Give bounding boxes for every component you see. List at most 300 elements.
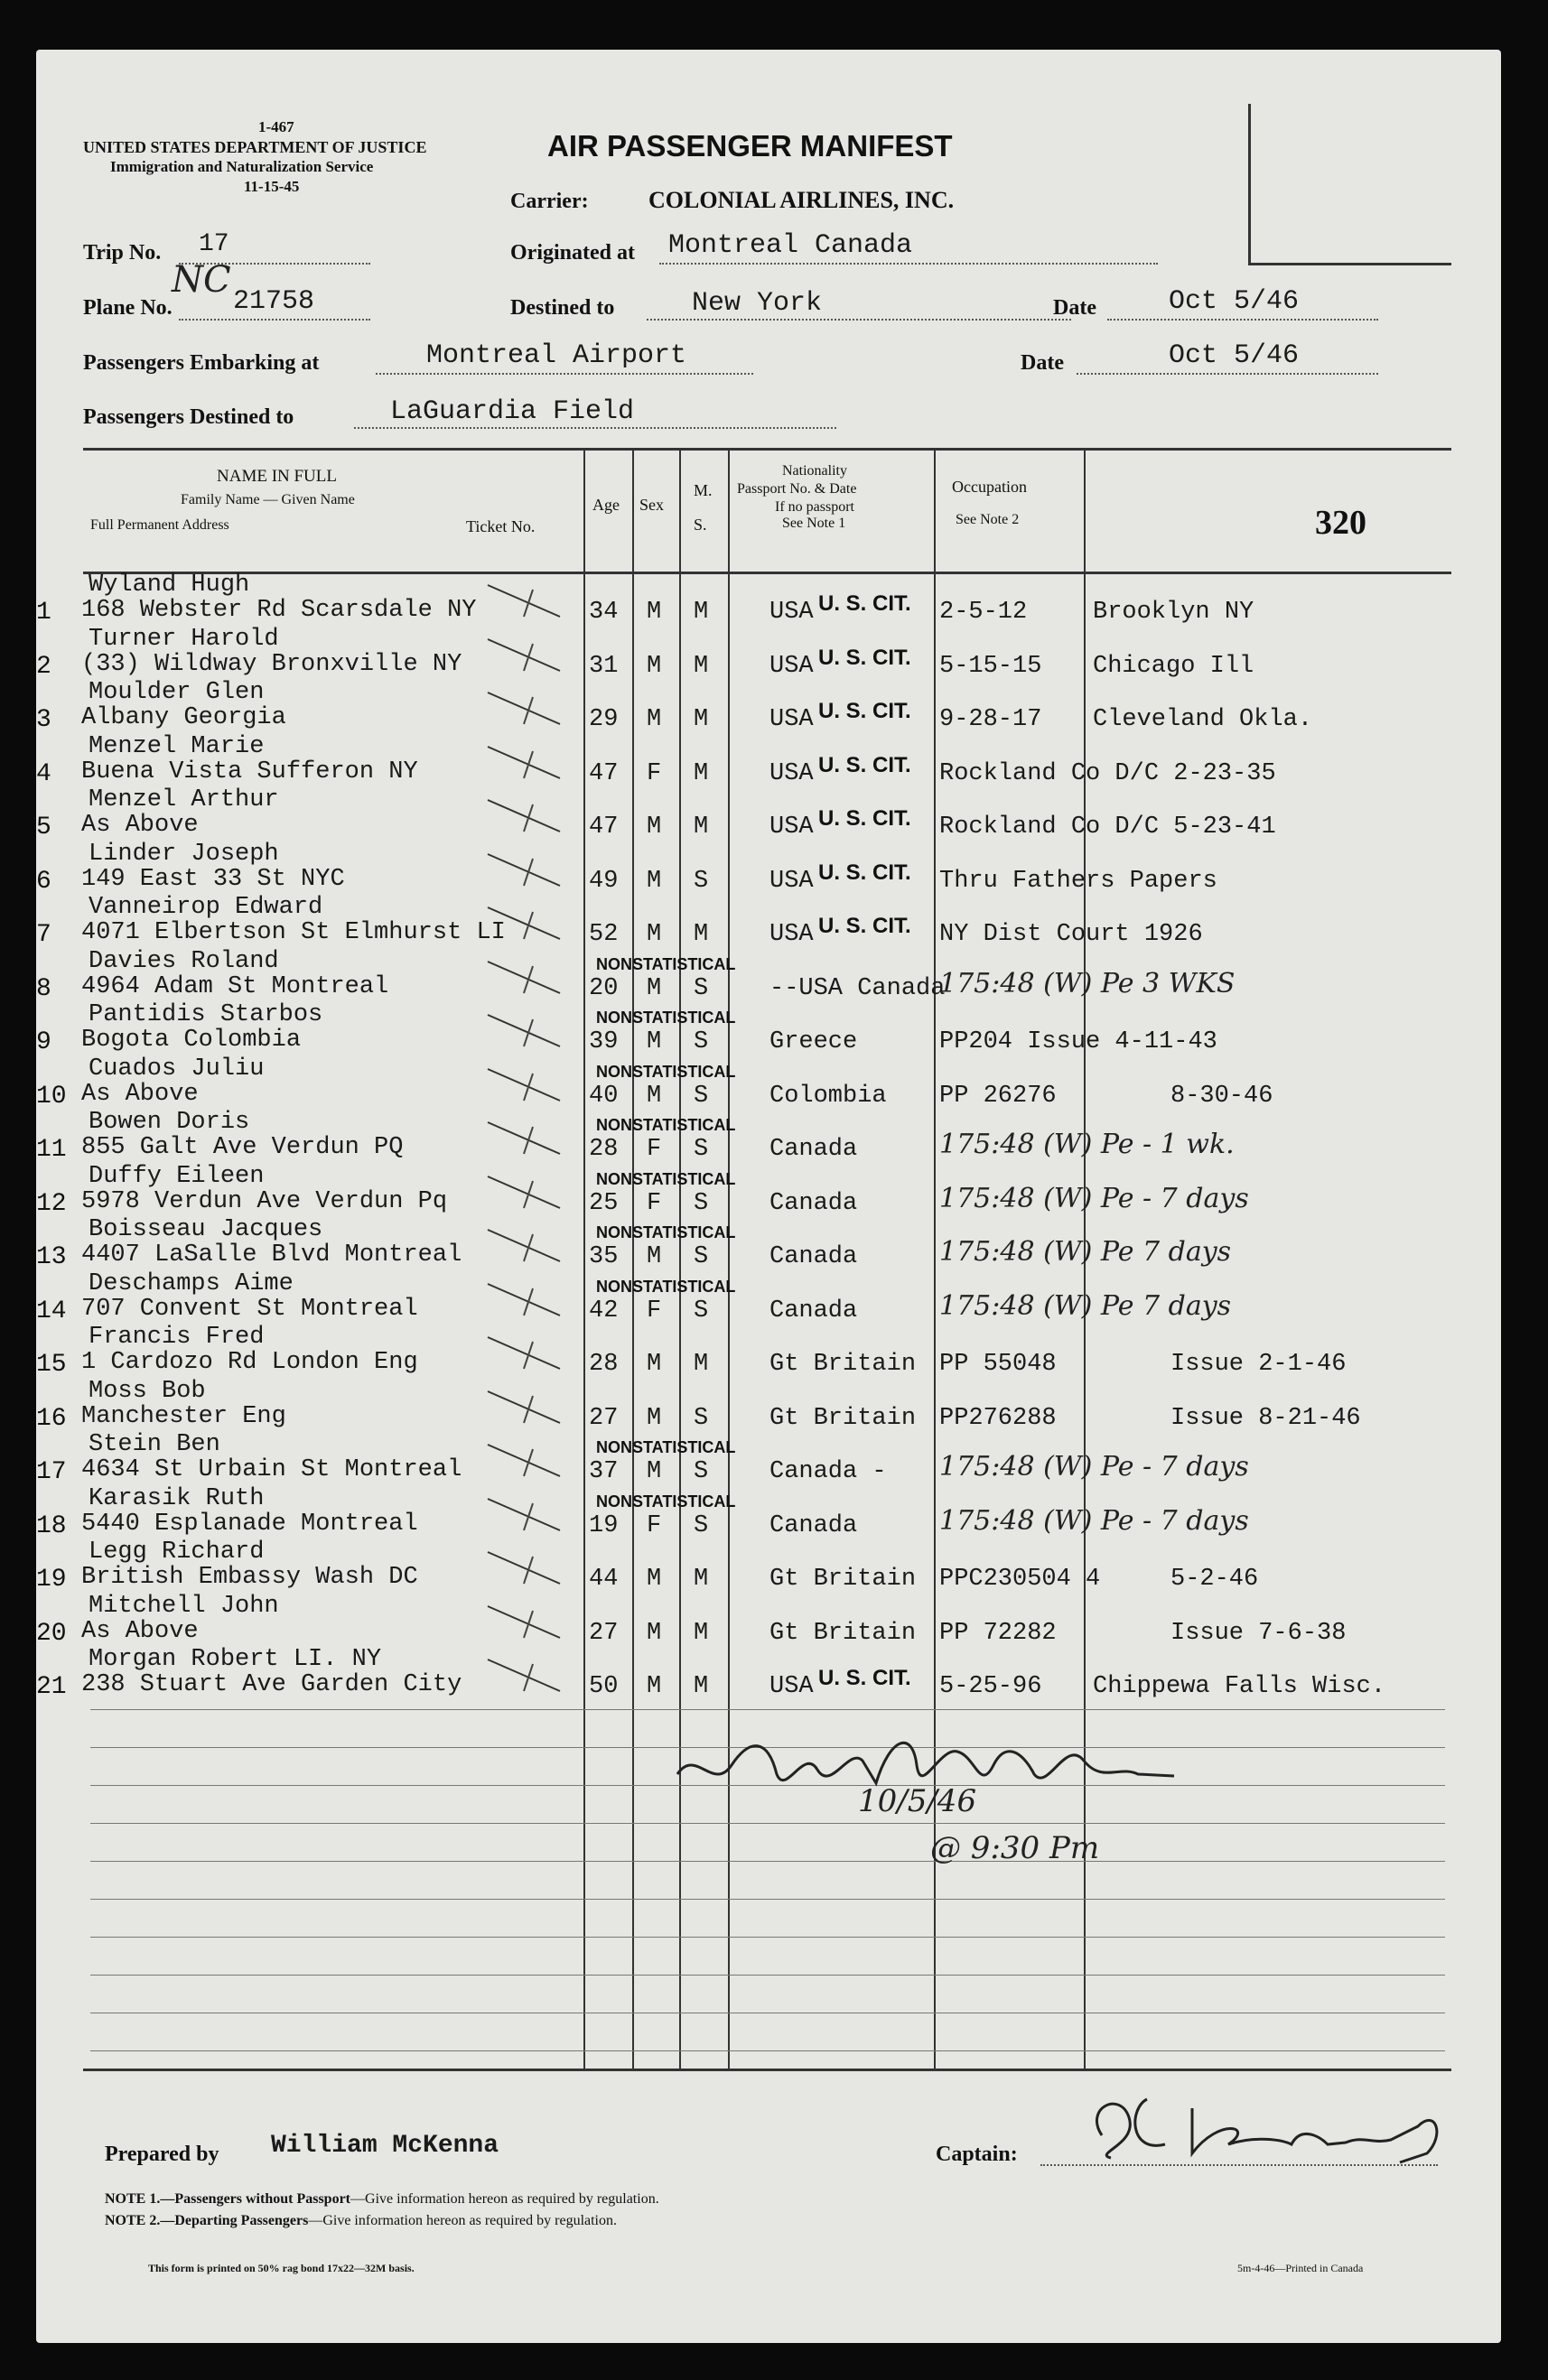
endorsement-date: 10/5/46 xyxy=(858,1783,977,1819)
passenger-name: Francis Fred xyxy=(89,1324,265,1351)
inspection-check-mark xyxy=(470,1001,578,1055)
passenger-address: 149 East 33 St NYC xyxy=(81,865,345,893)
plane-prefix: NC xyxy=(172,259,231,301)
passenger-address: As Above xyxy=(81,1617,199,1645)
passenger-nationality: Canada xyxy=(769,1511,858,1539)
passenger-sex: F xyxy=(647,1189,662,1217)
passenger-age: 25 xyxy=(589,1189,619,1217)
passenger-age: 28 xyxy=(589,1351,619,1378)
row-number: 3 xyxy=(36,706,51,734)
passenger-occupation: 175:48 (W) Pe - 7 days xyxy=(939,1451,1249,1483)
print-code: 5m-4-46—Printed in Canada xyxy=(1237,2262,1364,2274)
header-name-sub: Family Name — Given Name xyxy=(181,492,355,507)
passenger-address: Bogota Colombia xyxy=(81,1027,302,1054)
header-ms-2: S. xyxy=(694,516,707,534)
passenger-occupation: Rockland Co D/C 2-23-35 xyxy=(939,759,1276,787)
passenger-age: 50 xyxy=(589,1673,619,1700)
inspection-check-mark xyxy=(470,572,578,626)
passenger-name: Pantidis Starbos xyxy=(89,1001,323,1028)
passenger-sex: M xyxy=(647,813,662,841)
passenger-name: Moss Bob xyxy=(89,1377,206,1405)
department-name: UNITED STATES DEPARTMENT OF JUSTICE xyxy=(83,138,427,156)
table-row xyxy=(36,786,1501,841)
table-row xyxy=(36,894,1501,948)
passenger-occupation: 5-25-96 xyxy=(939,1673,1042,1700)
passenger-address: 5978 Verdun Ave Verdun Pq xyxy=(81,1187,448,1215)
passenger-marital-status: M xyxy=(694,1351,709,1378)
table-row xyxy=(36,572,1501,626)
passenger-address: 4634 St Urbain St Montreal xyxy=(81,1456,462,1483)
passenger-nationality: Canada xyxy=(769,1297,858,1325)
passenger-address: Albany Georgia xyxy=(81,704,286,731)
row-number: 15 xyxy=(36,1351,67,1379)
row-number: 20 xyxy=(36,1619,67,1648)
passenger-age: 28 xyxy=(589,1136,619,1163)
inspection-check-mark xyxy=(470,679,578,733)
passenger-name: Mitchell John xyxy=(89,1592,279,1620)
inspection-check-mark xyxy=(470,733,578,787)
passenger-name: Moulder Glen xyxy=(89,679,265,706)
corner-box-bottom xyxy=(1248,263,1451,265)
citizen-stamp: U. S. CIT. xyxy=(818,860,911,885)
header-ms-1: M. xyxy=(694,481,713,499)
inspection-check-mark xyxy=(470,1378,578,1432)
inspection-check-mark xyxy=(470,1163,578,1217)
inspection-check-mark xyxy=(470,1539,578,1593)
passenger-age: 39 xyxy=(589,1028,619,1055)
trip-value: 17 xyxy=(199,230,229,258)
citizen-stamp: U. S. CIT. xyxy=(818,699,911,723)
passenger-age: 19 xyxy=(589,1511,619,1539)
passenger-nationality: Canada xyxy=(769,1243,858,1270)
table-row xyxy=(36,1216,1501,1270)
passenger-marital-status: S xyxy=(694,1458,709,1485)
passenger-occupation: 175:48 (W) Pe 7 days xyxy=(939,1289,1232,1322)
plane-label: Plane No. xyxy=(83,296,173,320)
passenger-occupation: PP 26276 xyxy=(939,1082,1057,1110)
passenger-marital-status: M xyxy=(694,599,709,626)
table-row xyxy=(36,626,1501,680)
passenger-sex: F xyxy=(647,759,662,787)
nonstatistical-stamp: NONSTATISTICAL xyxy=(596,954,736,973)
passenger-sex: M xyxy=(647,1458,662,1485)
row-number: 18 xyxy=(36,1511,67,1540)
passenger-age: 44 xyxy=(589,1566,619,1593)
empty-row-line xyxy=(90,1937,1445,1938)
inspection-check-mark xyxy=(470,841,578,895)
passenger-marital-status: M xyxy=(694,1619,709,1647)
passenger-address: 5440 Esplanade Montreal xyxy=(81,1510,418,1538)
passenger-sex: M xyxy=(647,1243,662,1270)
passenger-occupation: PP204 Issue 4-11-43 xyxy=(939,1028,1217,1055)
note-1-label: NOTE 1.—Passengers without Passport xyxy=(105,2191,351,2207)
table-row xyxy=(36,948,1501,1002)
passenger-name: Boisseau Jacques xyxy=(89,1216,323,1243)
passenger-address: Manchester Eng xyxy=(81,1402,286,1430)
inspection-check-mark xyxy=(470,1485,578,1539)
table-row xyxy=(36,841,1501,895)
row-number: 5 xyxy=(36,813,51,841)
passenger-extra-info: Issue 2-1-46 xyxy=(1170,1351,1347,1378)
empty-row-line xyxy=(90,1823,1445,1824)
passenger-sex: M xyxy=(647,1673,662,1700)
inspection-check-mark xyxy=(470,1324,578,1378)
note-2-label: NOTE 2.—Departing Passengers xyxy=(105,2213,309,2228)
passenger-extra-info: 8-30-46 xyxy=(1170,1082,1273,1110)
row-number: 19 xyxy=(36,1566,67,1594)
row-number: 9 xyxy=(36,1028,51,1056)
row-number: 13 xyxy=(36,1243,67,1271)
header-nat-3: If no passport xyxy=(775,499,854,515)
passenger-nationality: Greece xyxy=(769,1028,858,1055)
passenger-nationality: USA xyxy=(769,759,814,787)
service-name: Immigration and Naturalization Service xyxy=(110,158,374,175)
dest-value: LaGuardia Field xyxy=(390,396,635,427)
passenger-occupation: Rockland Co D/C 5-23-41 xyxy=(939,813,1276,841)
passenger-address: Buena Vista Sufferon NY xyxy=(81,758,418,786)
passenger-sex: M xyxy=(647,974,662,1002)
print-note: This form is printed on 50% rag bond 17x22—32M basis. xyxy=(148,2262,415,2274)
table-row xyxy=(36,1539,1501,1593)
inspection-check-mark xyxy=(470,894,578,948)
passenger-age: 35 xyxy=(589,1243,619,1270)
table-row xyxy=(36,1270,1501,1325)
row-number: 21 xyxy=(36,1673,67,1701)
passenger-address: 1 Cardozo Rd London Eng xyxy=(81,1349,418,1376)
passenger-age: 47 xyxy=(589,759,619,787)
passenger-nationality: USA xyxy=(769,867,814,895)
passenger-marital-status: S xyxy=(694,1082,709,1110)
originated-value: Montreal Canada xyxy=(668,230,913,261)
table-row xyxy=(36,1378,1501,1432)
manifest-sheet xyxy=(36,50,1501,2343)
passenger-address: 4071 Elbertson St Elmhurst LI xyxy=(81,919,506,946)
prepared-by-value: William McKenna xyxy=(271,2132,499,2160)
passenger-nationality: Gt Britain xyxy=(769,1566,917,1593)
row-number: 1 xyxy=(36,599,51,627)
captain-label: Captain: xyxy=(936,2143,1018,2166)
passenger-age: 31 xyxy=(589,652,619,680)
passenger-extra-info: 5-2-46 xyxy=(1170,1566,1259,1593)
row-number: 4 xyxy=(36,759,51,788)
passenger-marital-status: S xyxy=(694,1404,709,1432)
date2-value: Oct 5/46 xyxy=(1169,340,1300,371)
row-number: 12 xyxy=(36,1189,67,1218)
row-number: 14 xyxy=(36,1297,67,1325)
embarking-label: Passengers Embarking at xyxy=(83,351,320,375)
embarking-value: Montreal Airport xyxy=(426,340,687,371)
destined-value: New York xyxy=(692,288,823,319)
passenger-marital-status: S xyxy=(694,1136,709,1163)
citizen-stamp: U. S. CIT. xyxy=(818,591,911,616)
passenger-occupation: 2-5-12 xyxy=(939,599,1028,626)
nonstatistical-stamp: NONSTATISTICAL xyxy=(596,1062,736,1081)
dest-label: Passengers Destined to xyxy=(83,405,294,429)
row-number: 6 xyxy=(36,867,51,896)
header-occ-1: Occupation xyxy=(952,478,1027,496)
passenger-address: As Above xyxy=(81,812,199,839)
passenger-age: 29 xyxy=(589,706,619,733)
table-row xyxy=(36,679,1501,733)
passenger-sex: M xyxy=(647,867,662,895)
passenger-age: 49 xyxy=(589,867,619,895)
passenger-occupation: PP 72282 xyxy=(939,1619,1057,1647)
captain-signature xyxy=(1075,2072,1490,2171)
passenger-sex: M xyxy=(647,1082,662,1110)
passenger-nationality: Canada - xyxy=(769,1458,887,1485)
passenger-name: Turner Harold xyxy=(89,625,279,653)
header-age: Age xyxy=(592,496,620,514)
page-number: 320 xyxy=(1315,504,1366,542)
table-row xyxy=(36,1324,1501,1378)
header-nat-2: Passport No. & Date xyxy=(737,481,857,497)
passenger-age: 52 xyxy=(589,921,619,948)
passenger-nationality: USA xyxy=(769,813,814,841)
nonstatistical-stamp: NONSTATISTICAL xyxy=(596,1492,736,1511)
passenger-name: Duffy Eileen xyxy=(89,1162,265,1190)
passenger-marital-status: S xyxy=(694,974,709,1002)
passenger-name: Menzel Arthur xyxy=(89,786,279,813)
passenger-marital-status: M xyxy=(694,1566,709,1593)
note-2 xyxy=(105,2213,617,2229)
passenger-nationality: Canada xyxy=(769,1136,858,1163)
inspection-check-mark xyxy=(470,1055,578,1110)
inspection-check-mark xyxy=(470,1109,578,1163)
passenger-marital-status: M xyxy=(694,759,709,787)
passenger-name: Vanneirop Edward xyxy=(89,894,323,921)
header-nat-1: Nationality xyxy=(782,463,847,479)
row-number: 16 xyxy=(36,1404,67,1433)
citizen-stamp: U. S. CIT. xyxy=(818,914,911,938)
passenger-extra-info: Chicago Ill xyxy=(1093,652,1254,680)
passenger-occupation: PP 55048 xyxy=(939,1351,1057,1378)
table-row xyxy=(36,1109,1501,1163)
header-name-title: NAME IN FULL xyxy=(217,467,337,486)
passenger-sex: M xyxy=(647,1351,662,1378)
passenger-nationality: USA xyxy=(769,706,814,733)
empty-row-line xyxy=(90,2050,1445,2051)
passenger-marital-status: M xyxy=(694,813,709,841)
passenger-sex: M xyxy=(647,921,662,948)
passenger-name: Cuados Juliu xyxy=(89,1055,265,1083)
endorsement-time: @ 9:30 Pm xyxy=(930,1830,1100,1866)
passenger-occupation: 175:48 (W) Pe 7 days xyxy=(939,1236,1232,1268)
passenger-address: British Embassy Wash DC xyxy=(81,1564,418,1591)
table-top-rule xyxy=(83,448,1451,451)
empty-row-line xyxy=(90,1899,1445,1900)
table-row xyxy=(36,1646,1501,1700)
passenger-occupation: 9-28-17 xyxy=(939,706,1042,733)
passenger-age: 27 xyxy=(589,1404,619,1432)
inspection-check-mark xyxy=(470,1270,578,1325)
empty-row-line xyxy=(90,1861,1445,1862)
passenger-name: Morgan Robert LI. NY xyxy=(89,1646,382,1673)
inspection-check-mark xyxy=(470,1216,578,1270)
table-bottom-rule xyxy=(83,2069,1451,2071)
passenger-marital-status: S xyxy=(694,1297,709,1325)
passenger-address: As Above xyxy=(81,1080,199,1108)
table-row xyxy=(36,1001,1501,1055)
passenger-extra-info: Issue 7-6-38 xyxy=(1170,1619,1347,1647)
passenger-nationality: Colombia xyxy=(769,1082,887,1110)
note-2-text: —Give information hereon as required by regulation. xyxy=(308,2213,617,2228)
table-row xyxy=(36,1431,1501,1485)
passenger-name: Legg Richard xyxy=(89,1539,265,1566)
table-row xyxy=(36,1055,1501,1110)
passenger-marital-status: S xyxy=(694,1243,709,1270)
passenger-address: 4964 Adam St Montreal xyxy=(81,972,389,1000)
trip-label: Trip No. xyxy=(83,241,162,265)
passenger-marital-status: M xyxy=(694,706,709,733)
header-ticket: Ticket No. xyxy=(466,517,536,535)
passenger-occupation: NY Dist Court 1926 xyxy=(939,921,1203,948)
passenger-occupation: 175:48 (W) Pe - 7 days xyxy=(939,1182,1249,1214)
table-row xyxy=(36,1163,1501,1217)
passenger-sex: M xyxy=(647,599,662,626)
date-label: Date xyxy=(1053,296,1096,320)
nonstatistical-stamp: NONSTATISTICAL xyxy=(596,1277,736,1296)
destined-label: Destined to xyxy=(510,296,615,320)
row-number: 2 xyxy=(36,652,51,681)
passenger-name: Stein Ben xyxy=(89,1431,220,1458)
passenger-sex: M xyxy=(647,706,662,733)
table-row xyxy=(36,1485,1501,1539)
header-sex: Sex xyxy=(639,496,664,514)
passenger-occupation: PPC230504 4 xyxy=(939,1566,1101,1593)
header-address: Full Permanent Address xyxy=(90,517,229,533)
passenger-sex: M xyxy=(647,1404,662,1432)
nonstatistical-stamp: NONSTATISTICAL xyxy=(596,1009,736,1027)
passenger-nationality: Gt Britain xyxy=(769,1404,917,1432)
passenger-occupation: 175:48 (W) Pe - 7 days xyxy=(939,1504,1249,1537)
passenger-occupation: 175:48 (W) Pe 3 WKS xyxy=(939,967,1236,999)
row-number: 11 xyxy=(36,1136,67,1164)
passenger-marital-status: M xyxy=(694,652,709,680)
passenger-nationality: USA xyxy=(769,652,814,680)
inspection-check-mark xyxy=(470,1593,578,1647)
carrier-label: Carrier: xyxy=(510,190,589,213)
passenger-age: 37 xyxy=(589,1458,619,1485)
row-number: 8 xyxy=(36,974,51,1003)
citizen-stamp: U. S. CIT. xyxy=(818,645,911,670)
inspection-check-mark xyxy=(470,786,578,841)
row-number: 7 xyxy=(36,921,51,949)
table-row xyxy=(36,733,1501,787)
passenger-marital-status: S xyxy=(694,1028,709,1055)
passenger-marital-status: S xyxy=(694,1189,709,1217)
passenger-sex: F xyxy=(647,1511,662,1539)
passenger-name: Deschamps Aime xyxy=(89,1269,294,1297)
passenger-sex: F xyxy=(647,1297,662,1325)
empty-row-line xyxy=(90,1975,1445,1976)
passenger-nationality: Gt Britain xyxy=(769,1619,917,1647)
passenger-address: (33) Wildway Bronxville NY xyxy=(81,650,462,678)
note-1-text: —Give information hereon as required by regulation. xyxy=(350,2191,659,2207)
passenger-marital-status: S xyxy=(694,867,709,895)
passenger-extra-info: Brooklyn NY xyxy=(1093,599,1254,626)
passenger-extra-info: Cleveland Okla. xyxy=(1093,706,1313,733)
passenger-nationality: Canada xyxy=(769,1189,858,1217)
row-number: 10 xyxy=(36,1082,67,1111)
passenger-marital-status: S xyxy=(694,1511,709,1539)
passenger-occupation: PP276288 xyxy=(939,1404,1057,1432)
passenger-name: Menzel Marie xyxy=(89,732,265,760)
passenger-name: Karasik Ruth xyxy=(89,1484,265,1512)
passenger-sex: M xyxy=(647,652,662,680)
row-number: 17 xyxy=(36,1458,67,1486)
passenger-address: 4407 LaSalle Blvd Montreal xyxy=(81,1241,462,1269)
passenger-age: 40 xyxy=(589,1082,619,1110)
date-value: Oct 5/46 xyxy=(1169,286,1300,317)
empty-row-line xyxy=(90,1709,1445,1710)
passenger-occupation: 175:48 (W) Pe - 1 wk. xyxy=(939,1129,1235,1160)
nonstatistical-stamp: NONSTATISTICAL xyxy=(596,1223,736,1241)
passenger-address: 238 Stuart Ave Garden City xyxy=(81,1671,462,1698)
note-1 xyxy=(105,2191,659,2208)
inspection-check-mark xyxy=(470,948,578,1002)
passenger-sex: M xyxy=(647,1566,662,1593)
passenger-age: 47 xyxy=(589,813,619,841)
inspection-check-mark xyxy=(470,1646,578,1700)
passenger-address: 855 Galt Ave Verdun PQ xyxy=(81,1134,404,1161)
form-date: 11-15-45 xyxy=(244,178,300,195)
passenger-address: 168 Webster Rd Scarsdale NY xyxy=(81,597,477,624)
citizen-stamp: U. S. CIT. xyxy=(818,752,911,777)
passenger-nationality: USA xyxy=(769,599,814,626)
header-occ-2: See Note 2 xyxy=(956,512,1020,527)
originated-label: Originated at xyxy=(510,241,635,265)
inspection-check-mark xyxy=(470,1431,578,1485)
nonstatistical-stamp: NONSTATISTICAL xyxy=(596,1169,736,1188)
passenger-sex: F xyxy=(647,1136,662,1163)
passenger-name: Bowen Doris xyxy=(89,1109,250,1136)
passenger-name: Davies Roland xyxy=(89,947,279,975)
passenger-nationality: USA xyxy=(769,921,814,948)
passenger-name: Wyland Hugh xyxy=(89,572,250,599)
passenger-extra-info: Chippewa Falls Wisc. xyxy=(1093,1673,1386,1700)
passenger-name: Linder Joseph xyxy=(89,840,279,868)
date2-label: Date xyxy=(1021,351,1064,375)
passenger-age: 27 xyxy=(589,1619,619,1647)
passenger-occupation: Thru Fathers Papers xyxy=(939,867,1217,895)
passenger-extra-info: Issue 8-21-46 xyxy=(1170,1404,1361,1432)
manifest-title: AIR PASSENGER MANIFEST xyxy=(547,129,953,163)
passenger-sex: M xyxy=(647,1028,662,1055)
passenger-sex: M xyxy=(647,1619,662,1647)
passenger-age: 34 xyxy=(589,599,619,626)
passenger-marital-status: M xyxy=(694,921,709,948)
plane-value: 21758 xyxy=(233,286,315,317)
form-number: 1-467 xyxy=(258,118,294,135)
passenger-nationality: USA xyxy=(769,1673,814,1700)
prepared-label: Prepared by xyxy=(105,2143,219,2166)
passenger-nationality: Gt Britain xyxy=(769,1351,917,1378)
citizen-stamp: U. S. CIT. xyxy=(818,806,911,831)
passenger-nationality: --USA Canada xyxy=(769,974,946,1002)
nonstatistical-stamp: NONSTATISTICAL xyxy=(596,1438,736,1456)
passenger-occupation: 5-15-15 xyxy=(939,652,1042,680)
nonstatistical-stamp: NONSTATISTICAL xyxy=(596,1116,736,1134)
inspection-check-mark xyxy=(470,626,578,680)
passenger-marital-status: M xyxy=(694,1673,709,1700)
citizen-stamp: U. S. CIT. xyxy=(818,1666,911,1690)
header-nat-4: See Note 1 xyxy=(782,516,846,531)
table-row xyxy=(36,1593,1501,1647)
passenger-age: 42 xyxy=(589,1297,619,1325)
corner-box-left xyxy=(1248,104,1251,263)
passenger-address: 707 Convent St Montreal xyxy=(81,1295,418,1323)
passenger-age: 20 xyxy=(589,974,619,1002)
